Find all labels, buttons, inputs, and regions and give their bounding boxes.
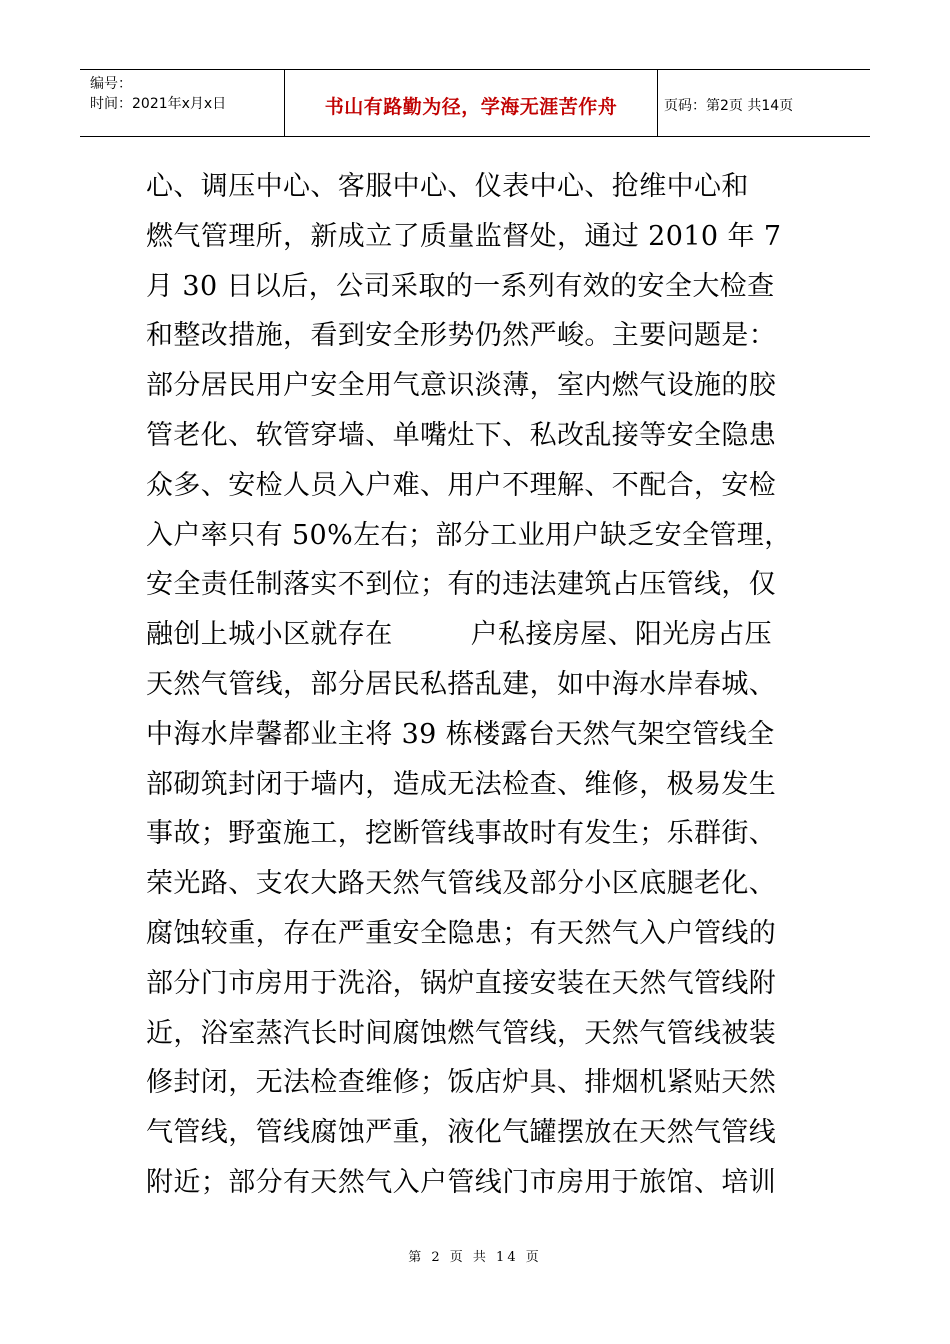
header-meta — [80, 70, 284, 136]
document-time-label: 时间：2021年x月x日 — [90, 96, 227, 112]
body-line-tail: 户私接房屋、阳光房占压 — [470, 619, 773, 651]
header-page-number: 页码：第2页 共14页 — [664, 98, 794, 114]
body-line: 腐蚀较重，存在严重安全隐患；有天然气入户管线的 — [146, 917, 777, 949]
body-line: 心、调压中心、客服中心、仪表中心、抢维中心和 — [146, 171, 749, 202]
body-line: 荣光路、支农大路天然气管线及部分小区底腿老化、 — [146, 868, 777, 900]
body-line: 部分居民用户安全用气意识淡薄，室内燃气设施的胶 — [146, 370, 777, 402]
header-motto-cell — [284, 70, 658, 136]
body-line: 事故；野蛮施工，挖断管线事故时有发生；乐群街、 — [146, 818, 777, 850]
body-line: 月 30 日以后，公司采取的一系列有效的安全大检查 — [146, 270, 775, 302]
page-header — [80, 69, 870, 137]
body-line: 部砌筑封闭于墙内，造成无法检查、维修，极易发生 — [146, 768, 777, 800]
body-line: 部分门市房用于洗浴，锅炉直接安装在天然气管线附 — [146, 967, 777, 999]
document-number-label: 编号： — [90, 76, 132, 92]
body-line: 管老化、软管穿墙、单嘴灶下、私改乱接等安全隐患 — [146, 419, 777, 451]
body-line-head: 融创上城小区就存在 — [146, 619, 393, 651]
body-line: 修封闭，无法检查维修；饭店炉具、排烟机紧贴天然 — [146, 1067, 777, 1099]
body-line: 和整改措施，看到安全形势仍然严峻。主要问题是： — [146, 320, 777, 352]
document-body — [146, 162, 806, 1208]
header-motto: 书山有路勤为径，学海无涯苦作舟 — [324, 95, 618, 118]
body-line: 安全责任制落实不到位；有的违法建筑占压管线，仅 — [146, 569, 777, 601]
body-line: 入户率只有 50%左右；部分工业用户缺乏安全管理， — [146, 519, 792, 551]
body-line: 燃气管理所，新成立了质量监督处，通过 2010 年 7 — [146, 220, 782, 252]
body-line: 近，浴室蒸汽长时间腐蚀燃气管线，天然气管线被装 — [146, 1017, 777, 1049]
body-line: 附近；部分有天然气入户管线门市房用于旅馆、培训 — [146, 1166, 777, 1198]
page-footer — [0, 1246, 950, 1265]
body-line-with-gap — [146, 610, 806, 660]
body-line: 众多、安检人员入户难、用户不理解、不配合，安检 — [146, 469, 777, 501]
body-line: 天然气管线，部分居民私搭乱建，如中海水岸春城、 — [146, 668, 777, 700]
header-page-info — [658, 70, 870, 136]
footer-page-number: 第 2 页 共 14 页 — [408, 1250, 542, 1265]
body-line: 气管线，管线腐蚀严重，液化气罐摆放在天然气管线 — [146, 1117, 777, 1149]
body-line: 中海水岸馨都业主将 39 栋楼露台天然气架空管线全 — [146, 718, 775, 750]
